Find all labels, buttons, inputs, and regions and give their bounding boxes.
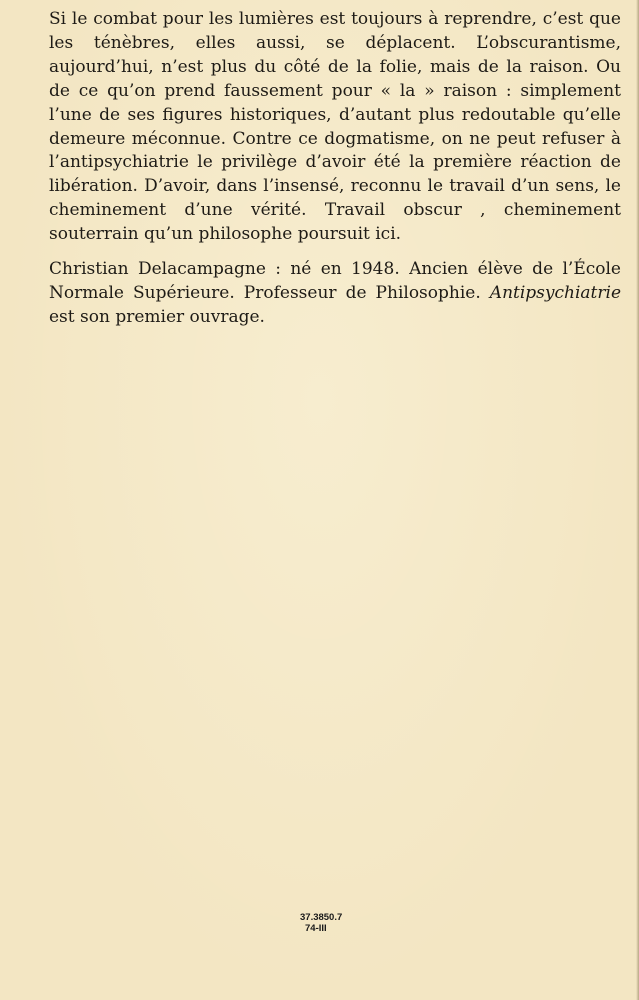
- print-code: 74-III: [305, 923, 327, 934]
- author-bio-text-end: est son premier ouvrage.: [49, 306, 265, 327]
- catalog-codes: [300, 912, 380, 934]
- catalog-code: 37.3850.7: [300, 912, 343, 923]
- blurb-text: Si le combat pour les lumières est toujours à reprendre, c’est que les ténèbres, elles aussi, se déplacent. L’obscurantisme, aujourd’hui, n’est plus du côté de la folie, mais de la raison. Ou de ce qu’on prend faussement pour « la » raison : simplement l’une de ses figures historiques, d’autant plus redoutable qu’elle demeure méconnue. Contre ce dogmatisme, on ne peut refuser à l’antipsychiatrie le privilège d’avoir été la première réaction de libération. D’avoir, dans l’insensé, reconnu le travail d’un sens, le cheminement d’une vérité. Travail obscur , cheminement souterrain qu’un philosophe poursuit ici.: [49, 9, 621, 245]
- book-title: Antipsychiatrie: [489, 282, 621, 303]
- author-bio: [49, 258, 621, 330]
- author-bio-paragraph: [49, 258, 621, 330]
- author-bio-text: Christian Delacampagne : né en 1948. Ancien élève de l’École Normale Supérieure. Professeur de Philosophie.: [49, 259, 621, 303]
- blurb-paragraph: [49, 8, 621, 247]
